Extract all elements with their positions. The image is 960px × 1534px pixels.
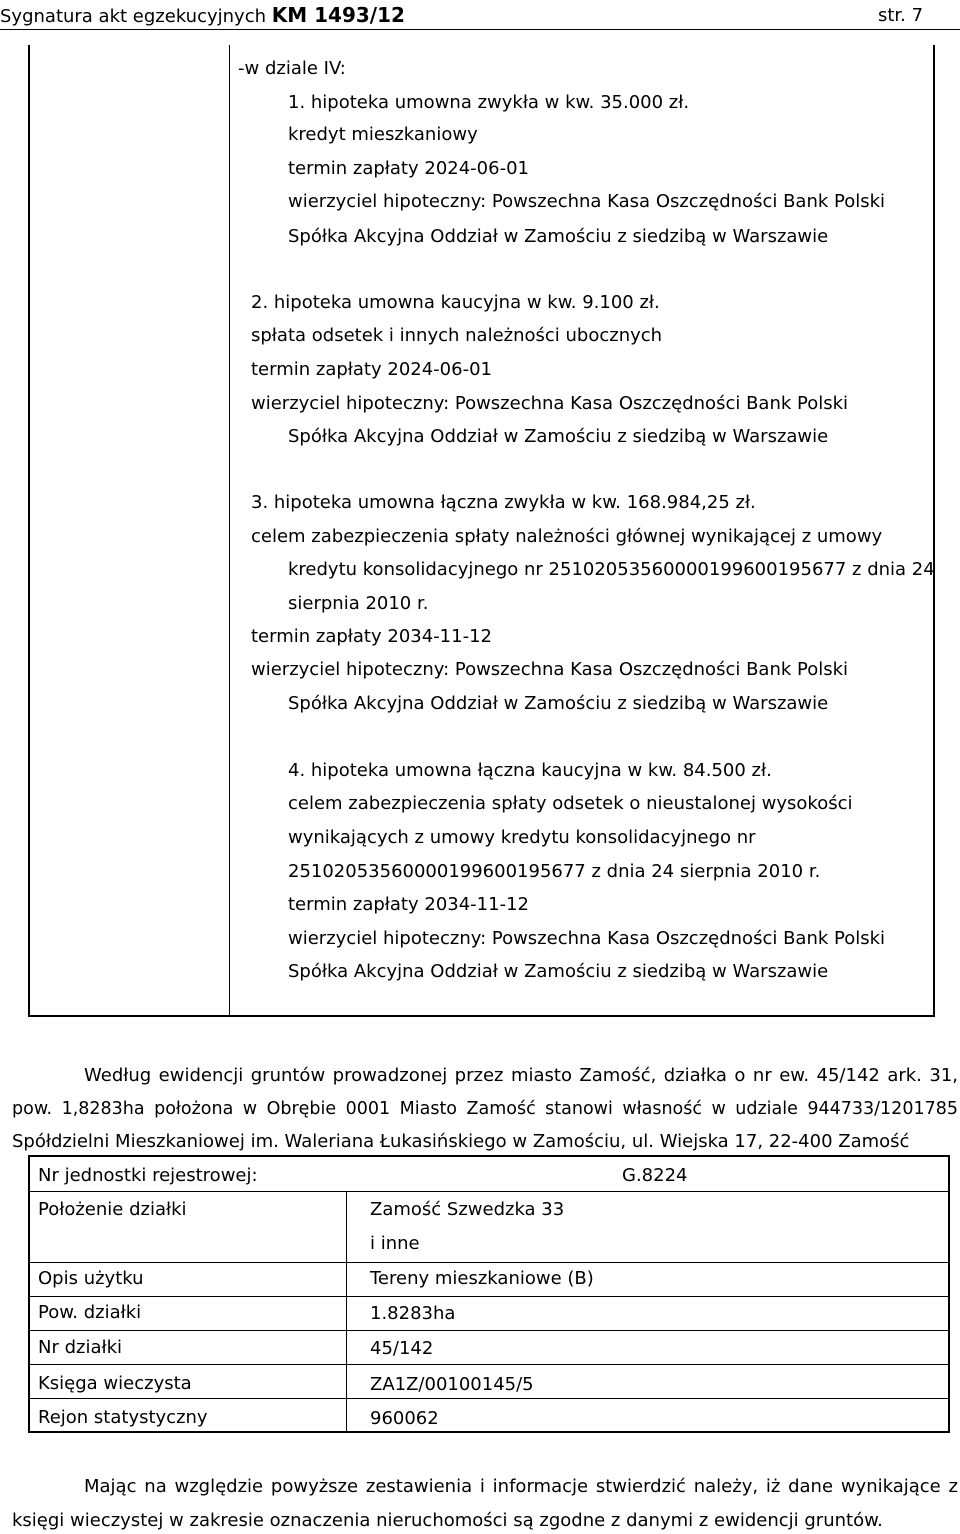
table-row-divider [28,1330,950,1331]
mortgage-3-line: Spółka Akcyjna Oddział w Zamościu z siedzibą w Warszawie [288,693,829,714]
mortgage-3-line: celem zabezpieczenia spłaty należności głównej wynikającej z umowy [251,526,883,547]
mortgage-4-line: termin zapłaty 2034-11-12 [288,894,529,915]
mortgage-4-line: Spółka Akcyjna Oddział w Zamościu z siedzibą w Warszawie [288,961,829,982]
box-right-border [933,45,935,1017]
table-left-border [28,1155,30,1433]
table-row-divider [28,1191,950,1192]
page-number: str. 7 [878,5,924,26]
mortgage-1-line: wierzyciel hipoteczny: Powszechna Kasa Oszczędności Bank Polski [288,191,886,212]
table-row-label: Nr działki [38,1337,123,1358]
document-signature: Sygnatura akt egzekucyjnych KM 1493/12 [0,3,405,27]
mortgage-4-line: wierzyciel hipoteczny: Powszechna Kasa Oszczędności Bank Polski [288,928,886,949]
table-row-label: Położenie działki [38,1199,187,1220]
case-number: KM 1493/12 [271,3,405,27]
table-row-value: Zamość Szwedzka 33 [370,1199,565,1220]
table-top-border [28,1155,950,1157]
table-row-divider [28,1262,950,1263]
table-row-value: 45/142 [370,1338,434,1359]
section-heading: -w dziale IV: [238,58,346,79]
mortgage-1-line: kredyt mieszkaniowy [288,124,478,145]
unit-label: Nr jednostki rejestrowej: [38,1165,258,1186]
mortgage-3-line: wierzyciel hipoteczny: Powszechna Kasa Oszczędności Bank Polski [251,659,849,680]
table-row-divider [28,1364,950,1365]
table-row-label: Rejon statystyczny [38,1407,208,1428]
table-row-value: 960062 [370,1408,439,1429]
box-inner-border [229,45,230,1017]
mortgage-2-line: spłata odsetek i innych należności ubocznych [251,325,663,346]
mortgage-3-line: termin zapłaty 2034-11-12 [251,626,492,647]
table-right-border [948,1155,950,1433]
mortgage-3-title: 3. hipoteka umowna łączna zwykła w kw. 168.984,25 zł. [251,492,756,513]
unit-value: G.8224 [622,1165,688,1186]
mortgage-2-line: Spółka Akcyjna Oddział w Zamościu z siedzibą w Warszawie [288,426,829,447]
table-row-value: Tereny mieszkaniowe (B) [370,1268,594,1289]
table-bottom-border [28,1431,950,1433]
mortgage-1-line: Spółka Akcyjna Oddział w Zamościu z siedzibą w Warszawie [288,226,829,247]
mortgage-3-line: kredytu konsolidacyjnego nr 25102053560000199600195677 z dnia 24 [288,559,935,580]
mortgage-1-title: 1. hipoteka umowna zwykła w kw. 35.000 zł. [288,92,690,113]
mortgage-2-line: termin zapłaty 2024-06-01 [251,359,492,380]
box-left-border [28,45,30,1017]
header-rule [0,29,960,30]
mortgage-4-title: 4. hipoteka umowna łączna kaucyjna w kw. 84.500 zł. [288,760,772,781]
table-row-label: Opis użytku [38,1268,144,1289]
table-row-label: Księga wieczysta [38,1373,192,1394]
conclusion-text-line: księgi wieczystej w zakresie oznaczenia nieruchomości są zgodne z danymi z ewidencji gruntów. [12,1510,883,1531]
table-row-divider [28,1398,950,1399]
mortgage-3-line: sierpnia 2010 r. [288,593,429,614]
box-bottom-border [28,1015,935,1017]
mortgage-4-line: celem zabezpieczenia spłaty odsetek o nieustalonej wysokości [288,793,853,814]
table-row-divider [28,1296,950,1297]
table-row-value: i inne [370,1233,420,1254]
mortgage-2-line: wierzyciel hipoteczny: Powszechna Kasa Oszczędności Bank Polski [251,393,849,414]
land-registry-text-line: Według ewidencji gruntów prowadzonej przez miasto Zamość, działka o nr ew. 45/142 ark. 31, [84,1065,958,1086]
table-row-value: ZA1Z/00100145/5 [370,1374,534,1395]
land-registry-text-line: pow. 1,8283ha położona w Obrębie 0001 Miasto Zamość stanowi własność w udziale 944733/1201785 [12,1099,958,1119]
mortgage-4-line: 25102053560000199600195677 z dnia 24 sierpnia 2010 r. [288,861,821,882]
mortgage-1-line: termin zapłaty 2024-06-01 [288,158,529,179]
table-column-divider [346,1191,347,1432]
mortgage-2-title: 2. hipoteka umowna kaucyjna w kw. 9.100 zł. [251,292,660,313]
conclusion-text-line: Mając na względzie powyższe zestawienia i informacje stwierdzić należy, iż dane wynikające z [84,1476,958,1497]
mortgage-4-line: wynikających z umowy kredytu konsolidacyjnego nr [288,827,756,848]
table-row-label: Pow. działki [38,1302,142,1323]
land-registry-text-line: Spółdzielni Mieszkaniowej im. Waleriana Łukasińskiego w Zamościu, ul. Wiejska 17, 22-400 Zamość [12,1131,910,1152]
table-row-value: 1.8283ha [370,1303,456,1324]
